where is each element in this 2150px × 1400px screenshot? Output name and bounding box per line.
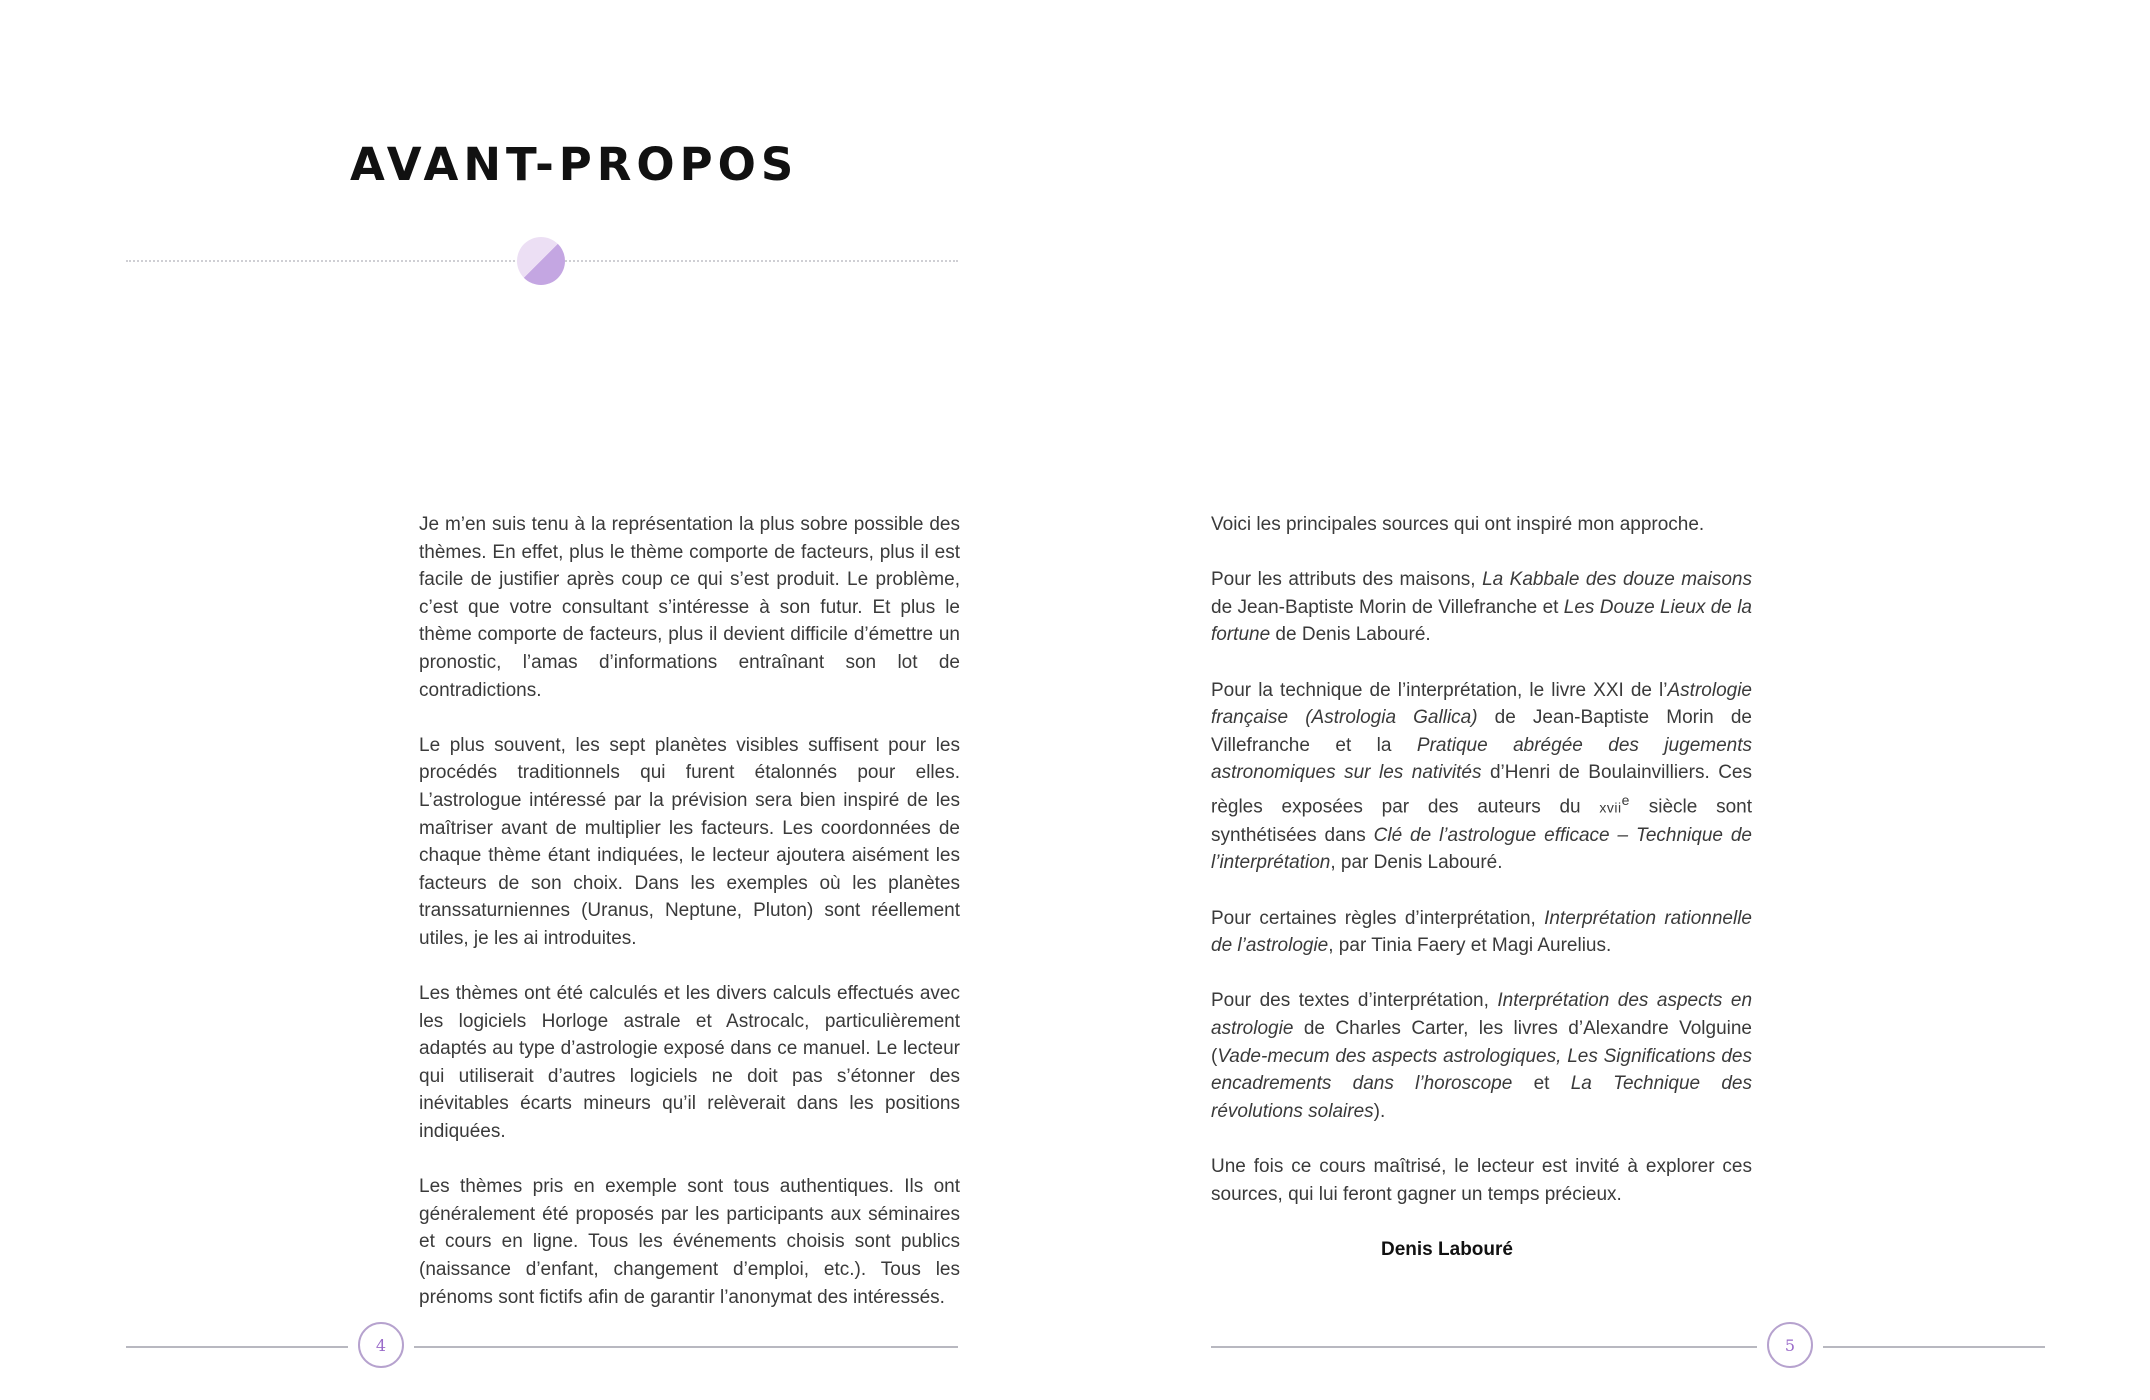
book-title: Pratique abrégée des jugements astronomiques sur les nativités (1211, 734, 1752, 784)
author-signature: Denis Labouré (1381, 1238, 1513, 1260)
paragraph: Je m’en suis tenu à la représentation la plus sobre possible des thèmes. En effet, plus le thème comporte de facteurs, plus il est facile de justifier après coup ce qui s’est produit. Le problème, c’est que votre consultant s’intéresse à son futur. Et plus le thème comporte de facteurs, plus il devient difficile d’émettre un pronostic, l’amas d’informations entraînant son lot de contradictions. (419, 514, 960, 701)
page-number-right: 5 (1767, 1322, 1813, 1368)
century-superscript: e (1621, 791, 1630, 808)
book-title: Interprétation des aspects en astrologie (1211, 990, 1753, 1040)
book-title: La Kabbale des douze maisons (1482, 569, 1752, 591)
footer-line-right-b (1823, 1346, 2045, 1348)
paragraph-rules: Pour certaines règles d’interprétation, Interprétation rationnelle de l’astrologie, par Tinia Faery et Magi Aurelius. (1211, 907, 1752, 957)
book-title: Vade-mecum des aspects astrologiques, Les Significations des encadrements dans l’horoscope (1211, 1045, 1752, 1095)
paragraph-texts: Pour des textes d’interprétation, Interprétation des aspects en astrologie de Charles Carter, les livres d’Alexandre Volguine (Vade-mecum des aspects astrologiques, Les Significations des encadrements dans l’horoscope et La Technique des révolutions solaires). (1211, 990, 1753, 1122)
book-title: Les Douze Lieux de la fortune (1211, 596, 1752, 646)
footer-line-right-a (1211, 1346, 1757, 1348)
paragraph-closing: Une fois ce cours maîtrisé, le lecteur est invité à explorer ces sources, qui lui feront gagner un temps précieux. (1211, 1155, 1752, 1205)
footer-line-left-b (414, 1346, 958, 1348)
paragraph: Les thèmes ont été calculés et les divers calculs effectués avec les logiciels Horloge astrale et Astrocalc, particulièrement adaptés au type d’astrologie exposé dans ce manuel. Le lecteur qui utiliserait d’autres logiciels ne doit pas s’étonner des inévitables écarts mineurs qu’il relèverait dans les positions indiquées. (419, 983, 960, 1143)
book-title: Clé de l’astrologue efficace – Technique de l’interprétation (1211, 824, 1753, 874)
paragraph-houses: Pour les attributs des maisons, La Kabbale des douze maisons de Jean-Baptiste Morin de Villefranche et Les Douze Lieux de la fortune de Denis Labouré. (1211, 569, 1752, 646)
book-title: Interprétation rationnelle de l’astrologie (1211, 907, 1752, 957)
book-title: La Technique des révolutions solaires (1211, 1073, 1752, 1122)
century-numeral: xvii (1599, 799, 1622, 816)
paragraph: Les thèmes pris en exemple sont tous authentiques. Ils ont généralement été proposés par les participants aux séminaires et cours en ligne. Tous les événements choisis sont publics (naissance d’enfant, changement d’emploi, etc.). Tous les prénoms sont fictifs afin de garantir l’anonymat des intéressés. (419, 1176, 960, 1308)
page-title: AVANT-PROPOS (350, 138, 799, 191)
paragraph-technique: Pour la technique de l’interprétation, le livre XXI de l’Astrologie française (Astrologia Gallica) de Jean-Baptiste Morin de Villefranche et la Pratique abrégée des jugements astronomiques sur les nativités d’Henri de Boulainvilliers. Ces règles exposées par des auteurs du xvii$^e$ siècle sont synthétisées dans Clé de l’astrologue efficace – Technique de l’interprétation, par Denis Labouré. (1211, 679, 1753, 874)
decorative-circle-icon (517, 237, 565, 285)
book-title: Astrologie française (Astrologia Gallica) (1211, 679, 1752, 729)
paragraph-intro: Voici les principales sources qui ont inspiré mon approche. (1211, 514, 1705, 535)
right-column (1211, 511, 1752, 1291)
paragraph: Le plus souvent, les sept planètes visibles suffisent pour les procédés traditionnels qui furent étalonnés pour elles. L’astrologue intéressé par la prévision sera bien inspiré de les maîtriser avant de multiplier les facteurs. Les coordonnées de chaque thème étant indiquées, le lecteur ajoutera aisément les facteurs de son choix. Dans les exemples où les planètes transsaturniennes (Uranus, Neptune, Pluton) sont réellement utiles, je les ai introduites. (419, 734, 960, 949)
page-number-left: 4 (358, 1322, 404, 1368)
left-column (419, 511, 960, 1339)
footer-line-left-a (126, 1346, 348, 1348)
